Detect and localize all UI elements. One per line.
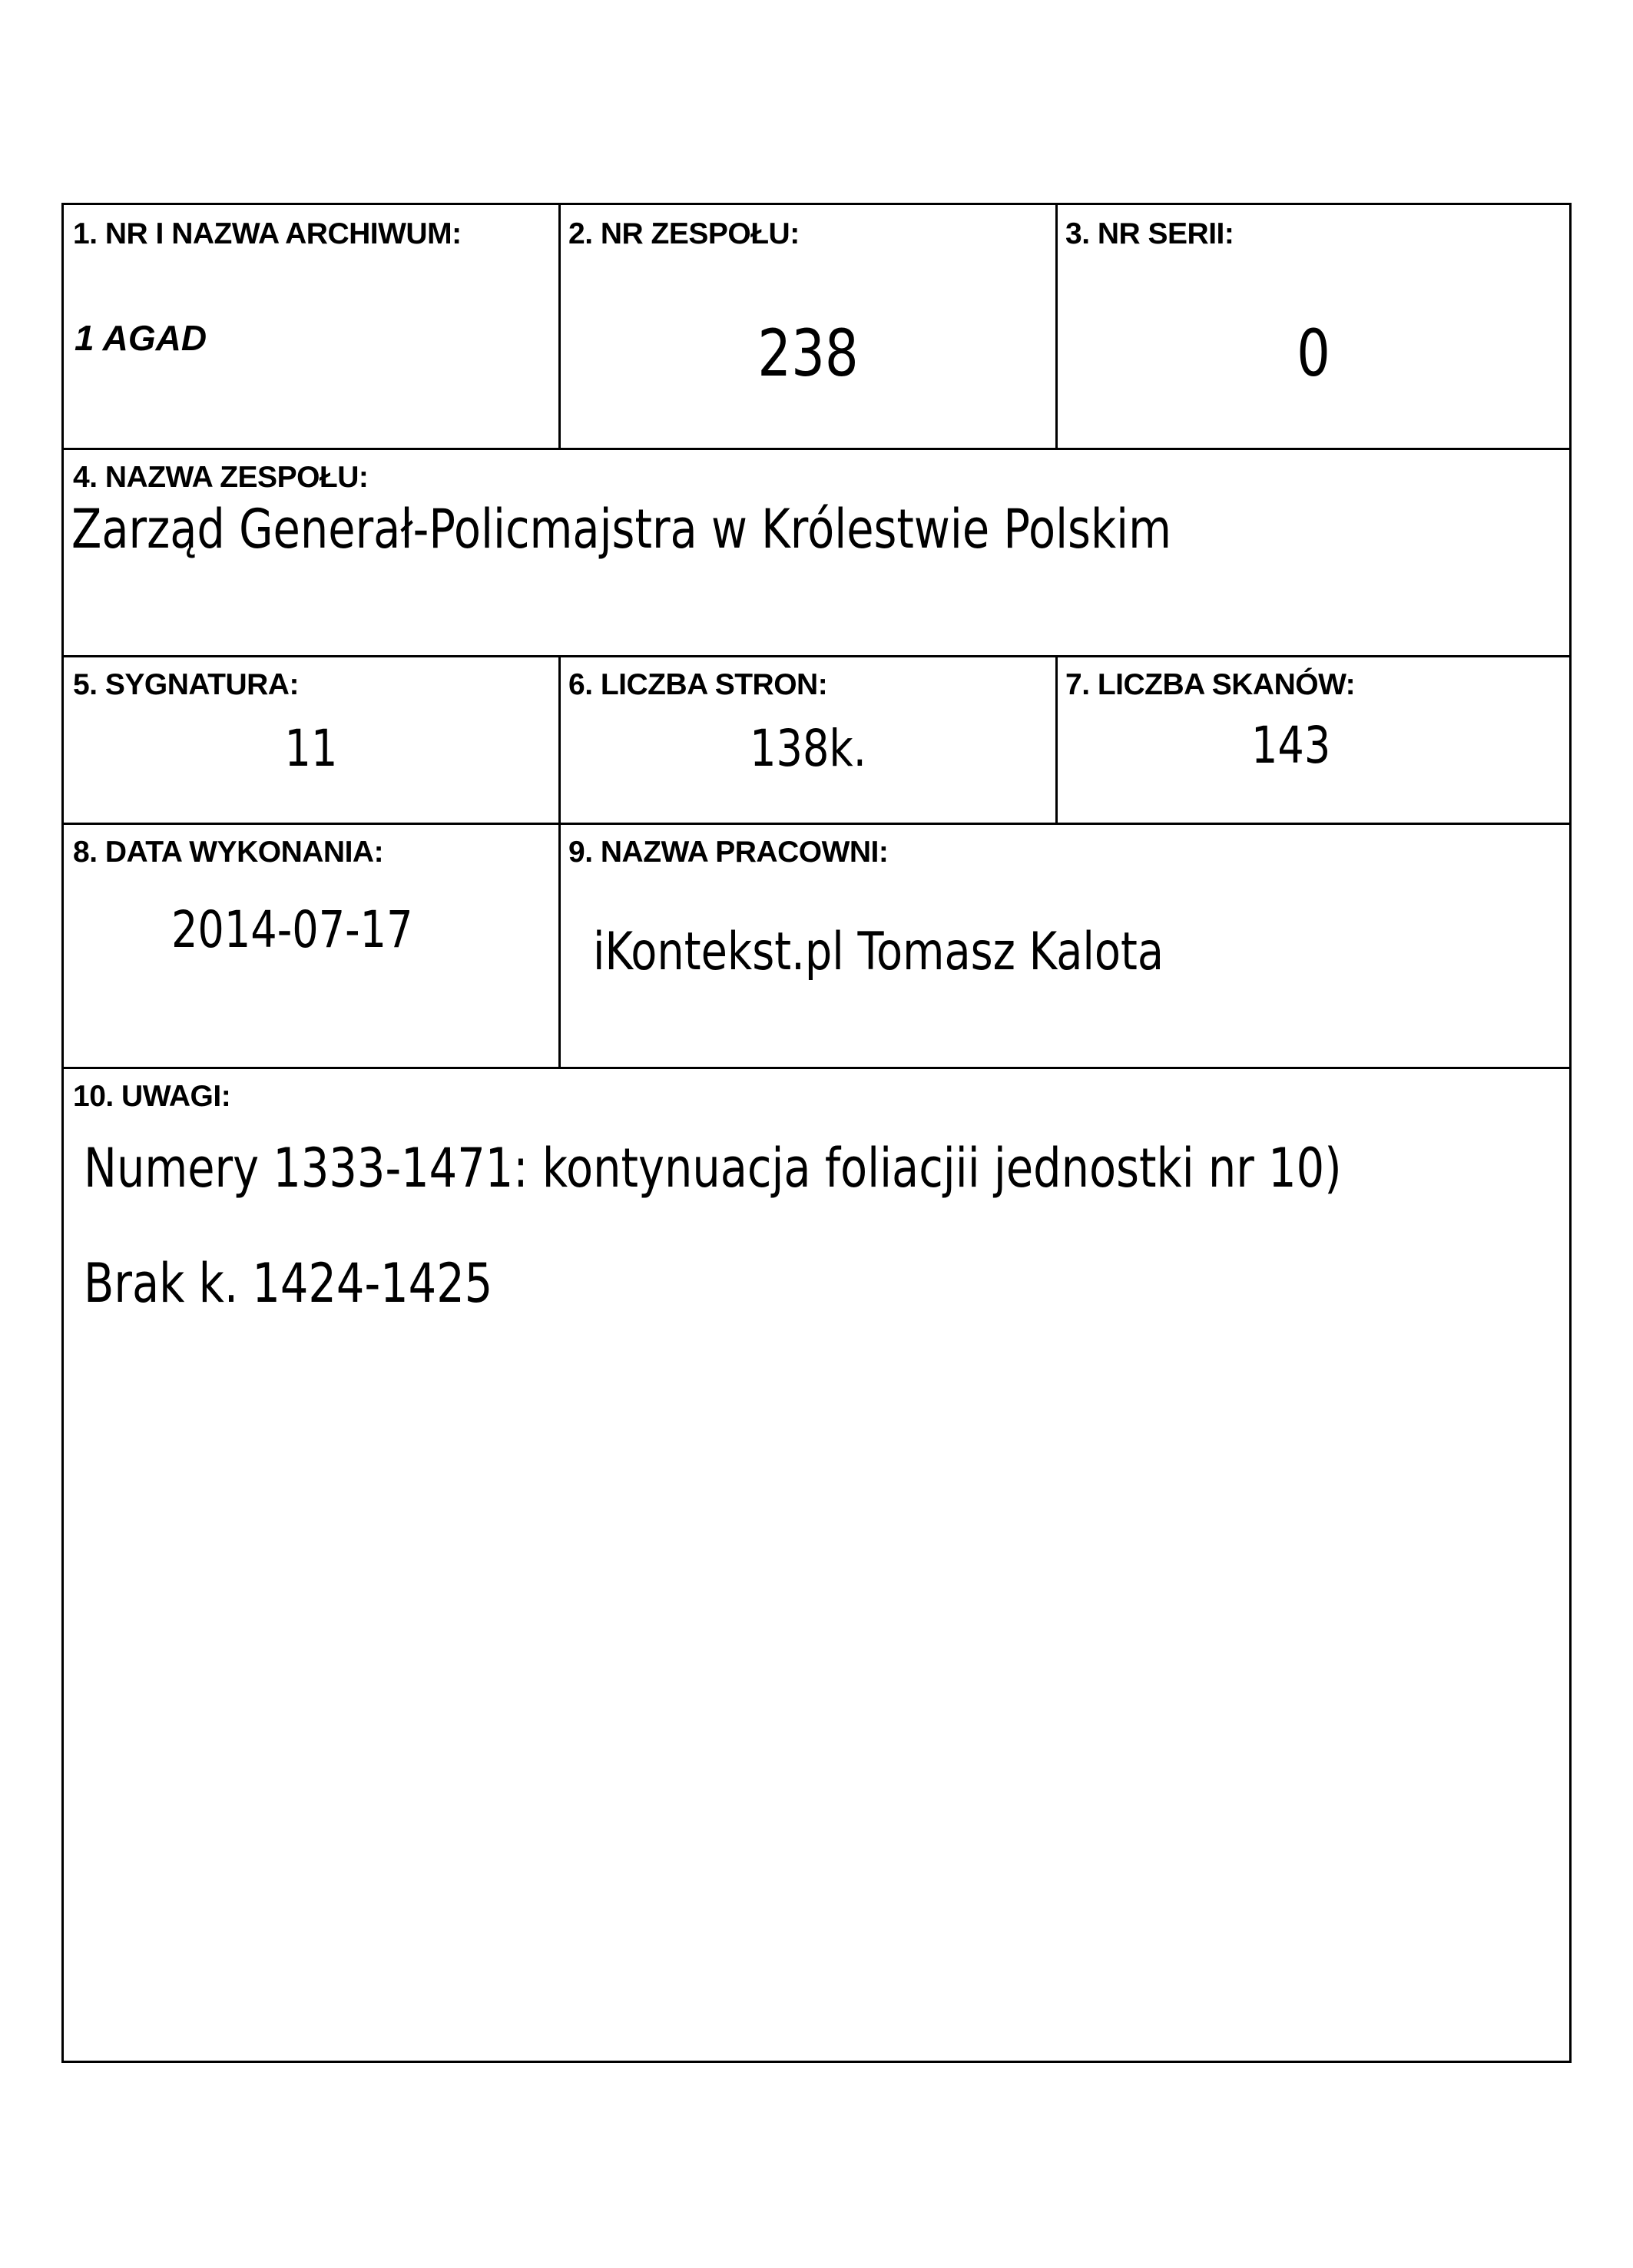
scan-count-label: 7. LICZBA SKANÓW: bbox=[1065, 668, 1356, 701]
fonds-name-label: 4. NAZWA ZESPOŁU: bbox=[73, 461, 369, 494]
remarks-line-2: Brak k. 1424-1425 bbox=[84, 1252, 493, 1315]
page-count-label: 6. LICZBA STRON: bbox=[568, 668, 828, 701]
fonds-number-cell bbox=[561, 205, 1055, 448]
series-number-value: 0 bbox=[1297, 316, 1330, 391]
signature-label: 5. SYGNATURA: bbox=[73, 668, 299, 701]
workshop-cell bbox=[561, 825, 1569, 1067]
workshop-value: iKontekst.pl Tomasz Kalota bbox=[593, 922, 1164, 982]
series-number-label: 3. NR SERII: bbox=[1065, 217, 1234, 250]
signature-value: 11 bbox=[284, 719, 338, 778]
scan-count-cell bbox=[1058, 657, 1569, 823]
archive-metadata-card bbox=[61, 203, 1572, 2063]
fonds-number-value: 238 bbox=[757, 316, 859, 391]
scan-count-value: 143 bbox=[1251, 716, 1331, 775]
archive-cell bbox=[64, 205, 558, 448]
workshop-label: 9. NAZWA PRACOWNI: bbox=[568, 836, 889, 869]
remarks-line-1: Numery 1333-1471: kontynuacja foliacjii jednostki nr 10) bbox=[84, 1137, 1342, 1200]
remarks-label: 10. UWAGI: bbox=[73, 1080, 231, 1113]
remarks-cell bbox=[64, 1069, 1569, 2061]
date-value: 2014-07-17 bbox=[171, 900, 413, 959]
archive-label: 1. NR I NAZWA ARCHIWUM: bbox=[73, 217, 462, 250]
series-number-cell bbox=[1058, 205, 1569, 448]
date-label: 8. DATA WYKONANIA: bbox=[73, 836, 384, 869]
date-cell bbox=[64, 825, 558, 1067]
page-count-value: 138k. bbox=[750, 719, 866, 778]
fonds-number-label: 2. NR ZESPOŁU: bbox=[568, 217, 800, 250]
page-count-cell bbox=[561, 657, 1055, 823]
signature-cell bbox=[64, 657, 558, 823]
fonds-name-cell bbox=[64, 450, 1569, 655]
fonds-name-value: Zarząd Generał-Policmajstra w Królestwie Polskim bbox=[71, 498, 1172, 561]
archive-value: 1 AGAD bbox=[75, 318, 207, 358]
